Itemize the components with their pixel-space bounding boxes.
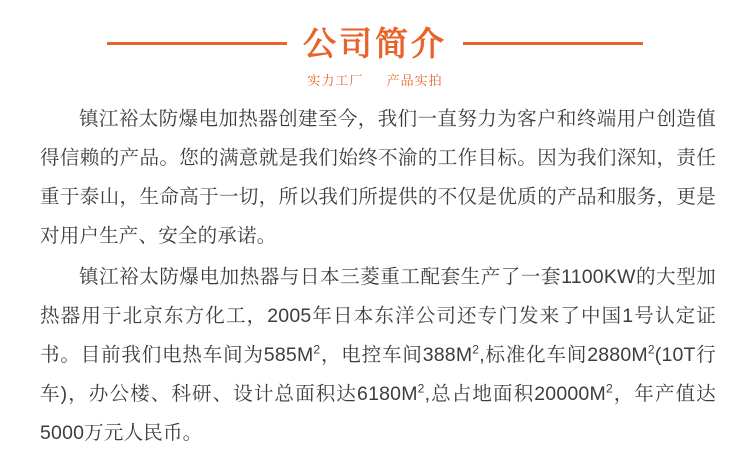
paragraph-two-text-6: ，年产值达5000万元人民币。: [40, 383, 716, 444]
paragraph-two-sup-2: 2: [472, 342, 480, 357]
subtitle-left-text: 实力工厂: [307, 73, 364, 88]
paragraph-two-text-1: 镇江裕太防爆电加热器与日本三菱重工配套生产了一套1100KW的大型加热器用于北京东方化工，2005年日本东洋公司还专门发来了中国1号认定证书。目前我们电热车间为585M: [40, 266, 716, 366]
paragraph-two-text-3: ,标准化车间2880M: [479, 344, 648, 366]
page-header: [0, 0, 750, 92]
paragraph-one: 镇江裕太防爆电加热器创建至今，我们一直努力为客户和终端用户创造值得信赖的产品。您的满意就是我们始终不渝的工作目标。因为我们深知，责任重于泰山，生命高于一切，所以我们所提供的不仅是优质的产品和服务，更是对用户生产、安全的承诺。: [40, 108, 716, 247]
paragraph-two-text-4: (10T行车)，办公楼、科研、设计总面积达6180M: [40, 344, 716, 405]
paragraph-two-sup-3: 2: [647, 342, 655, 357]
paragraph-two-sup-5: 2: [605, 381, 613, 396]
title-rule-left: [107, 42, 287, 45]
paragraph-two-sup-1: 2: [313, 342, 321, 357]
company-profile-content: [40, 100, 716, 455]
paragraph-two: [40, 258, 716, 453]
page-title: 公司简介: [303, 24, 447, 62]
title-row: [0, 20, 750, 66]
subtitle-right-text: 产品实拍: [386, 73, 443, 88]
paragraph-two-text-2: ，电控车间388M: [320, 344, 473, 366]
title-rule-right: [463, 42, 643, 45]
paragraph-two-sup-4: 2: [417, 381, 425, 396]
paragraph-two-text-5: ,总占地面积20000M: [424, 383, 606, 405]
page-subtitle: [0, 70, 750, 89]
